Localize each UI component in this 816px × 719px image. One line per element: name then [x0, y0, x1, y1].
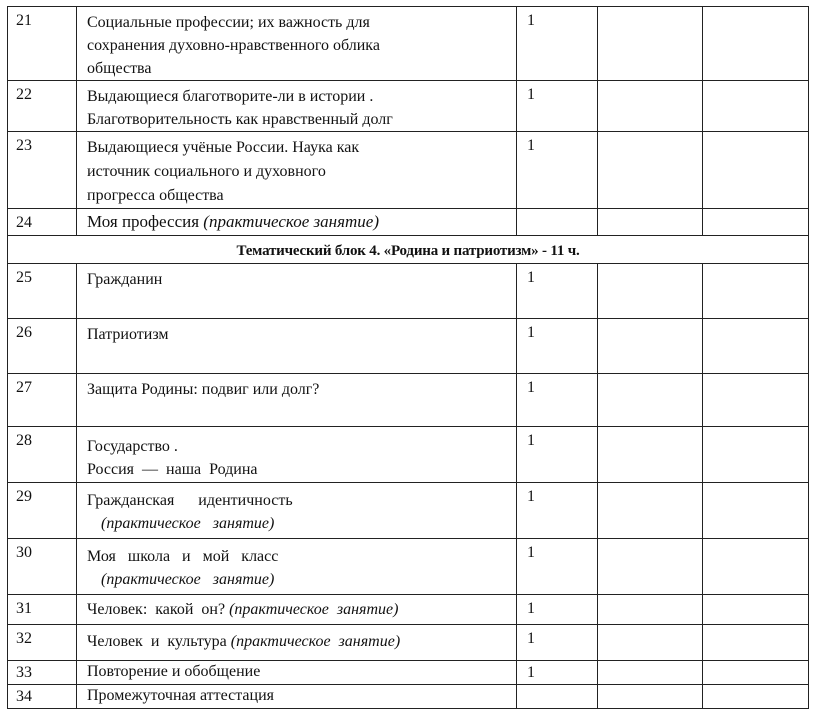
topic-line: Благотворительность как нравственный долг — [87, 111, 393, 128]
topic-title: Моя профессия — [87, 212, 200, 231]
lesson-topic: Промежуточная аттестация — [77, 685, 517, 709]
empty-cell — [598, 7, 703, 81]
lesson-number: 34 — [8, 685, 77, 709]
lesson-number: 27 — [8, 374, 77, 427]
empty-cell — [598, 483, 703, 539]
empty-cell — [703, 374, 809, 427]
lesson-topic — [77, 625, 517, 661]
block-header-row — [8, 236, 809, 264]
lesson-topic: Защита Родины: подвиг или долг? — [77, 374, 517, 427]
topic-note: (практическое занятие) — [101, 571, 275, 588]
topic-line: сохранения духовно-нравственного облика — [87, 37, 380, 54]
table-row — [8, 81, 809, 132]
topic-line: источник социального и духовного — [87, 163, 326, 180]
lesson-topic — [77, 132, 517, 209]
lesson-number: 28 — [8, 427, 77, 483]
empty-cell — [703, 595, 809, 625]
table-row — [8, 595, 809, 625]
topic-line: Выдающиеся учёные России. Наука как — [87, 139, 360, 156]
lesson-topic: Гражданин — [77, 264, 517, 319]
topic-title: Гражданская идентичность — [87, 492, 293, 509]
lesson-hours: 1 — [517, 625, 598, 661]
empty-cell — [703, 539, 809, 595]
lesson-hours — [517, 685, 598, 709]
topic-note: (практическое занятие) — [229, 601, 399, 618]
lesson-topic: Патриотизм — [77, 319, 517, 374]
lesson-number: 33 — [8, 661, 77, 685]
lesson-hours: 1 — [517, 319, 598, 374]
empty-cell — [598, 625, 703, 661]
topic-note: (практическое занятие) — [101, 515, 275, 532]
lesson-hours: 1 — [517, 264, 598, 319]
topic-line: Выдающиеся благотворите-ли в истории . — [87, 88, 374, 105]
table-row — [8, 132, 809, 209]
lesson-number: 23 — [8, 132, 77, 209]
lesson-hours: 1 — [517, 7, 598, 81]
empty-cell — [703, 427, 809, 483]
table-row — [8, 264, 809, 319]
topic-line: общества — [87, 60, 152, 77]
lesson-number: 26 — [8, 319, 77, 374]
lesson-hours — [517, 209, 598, 236]
lesson-topic — [77, 7, 517, 81]
empty-cell — [703, 661, 809, 685]
empty-cell — [598, 685, 703, 709]
empty-cell — [703, 483, 809, 539]
empty-cell — [598, 595, 703, 625]
lesson-topic — [77, 427, 517, 483]
lesson-topic — [77, 209, 517, 236]
lesson-number: 21 — [8, 7, 77, 81]
empty-cell — [703, 209, 809, 236]
table-row — [8, 483, 809, 539]
lesson-plan-table — [7, 6, 809, 709]
lesson-topic — [77, 483, 517, 539]
empty-cell — [598, 539, 703, 595]
block-title: Тематический блок 4. «Родина и патриотизм» - 11 ч. — [8, 236, 809, 264]
empty-cell — [598, 374, 703, 427]
table-row — [8, 209, 809, 236]
lesson-number: 30 — [8, 539, 77, 595]
table-row — [8, 661, 809, 685]
lesson-hours: 1 — [517, 132, 598, 209]
table-row — [8, 319, 809, 374]
lesson-number: 31 — [8, 595, 77, 625]
topic-line: прогресса общества — [87, 187, 224, 204]
empty-cell — [598, 132, 703, 209]
empty-cell — [598, 81, 703, 132]
empty-cell — [598, 264, 703, 319]
lesson-number: 22 — [8, 81, 77, 132]
lesson-hours: 1 — [517, 427, 598, 483]
table-row — [8, 539, 809, 595]
lesson-topic — [77, 595, 517, 625]
empty-cell — [598, 661, 703, 685]
empty-cell — [598, 319, 703, 374]
table-row — [8, 625, 809, 661]
empty-cell — [703, 7, 809, 81]
topic-title: Человек и культура — [87, 633, 227, 650]
topic-line: Социальные профессии; их важность для — [87, 14, 370, 31]
empty-cell — [703, 81, 809, 132]
empty-cell — [703, 625, 809, 661]
empty-cell — [703, 685, 809, 709]
table-row — [8, 7, 809, 81]
empty-cell — [703, 264, 809, 319]
topic-line: Государство . — [87, 438, 178, 455]
topic-title: Человек: какой он? — [87, 601, 226, 618]
table-row — [8, 374, 809, 427]
empty-cell — [703, 319, 809, 374]
lesson-hours: 1 — [517, 483, 598, 539]
topic-note: (практическое занятие) — [203, 212, 379, 231]
lesson-hours: 1 — [517, 374, 598, 427]
topic-note: (практическое занятие) — [230, 633, 401, 650]
lesson-hours: 1 — [517, 661, 598, 685]
lesson-number: 25 — [8, 264, 77, 319]
topic-title: Моя школа и мой класс — [87, 548, 279, 565]
table-row — [8, 685, 809, 709]
lesson-hours: 1 — [517, 595, 598, 625]
lesson-number: 32 — [8, 625, 77, 661]
lesson-hours: 1 — [517, 81, 598, 132]
lesson-hours: 1 — [517, 539, 598, 595]
empty-cell — [703, 132, 809, 209]
lesson-topic: Повторение и обобщение — [77, 661, 517, 685]
lesson-topic — [77, 539, 517, 595]
empty-cell — [598, 209, 703, 236]
lesson-number: 29 — [8, 483, 77, 539]
topic-line: Россия — наша Родина — [87, 461, 258, 478]
empty-cell — [598, 427, 703, 483]
table-row — [8, 427, 809, 483]
lesson-topic — [77, 81, 517, 132]
lesson-number: 24 — [8, 209, 77, 236]
